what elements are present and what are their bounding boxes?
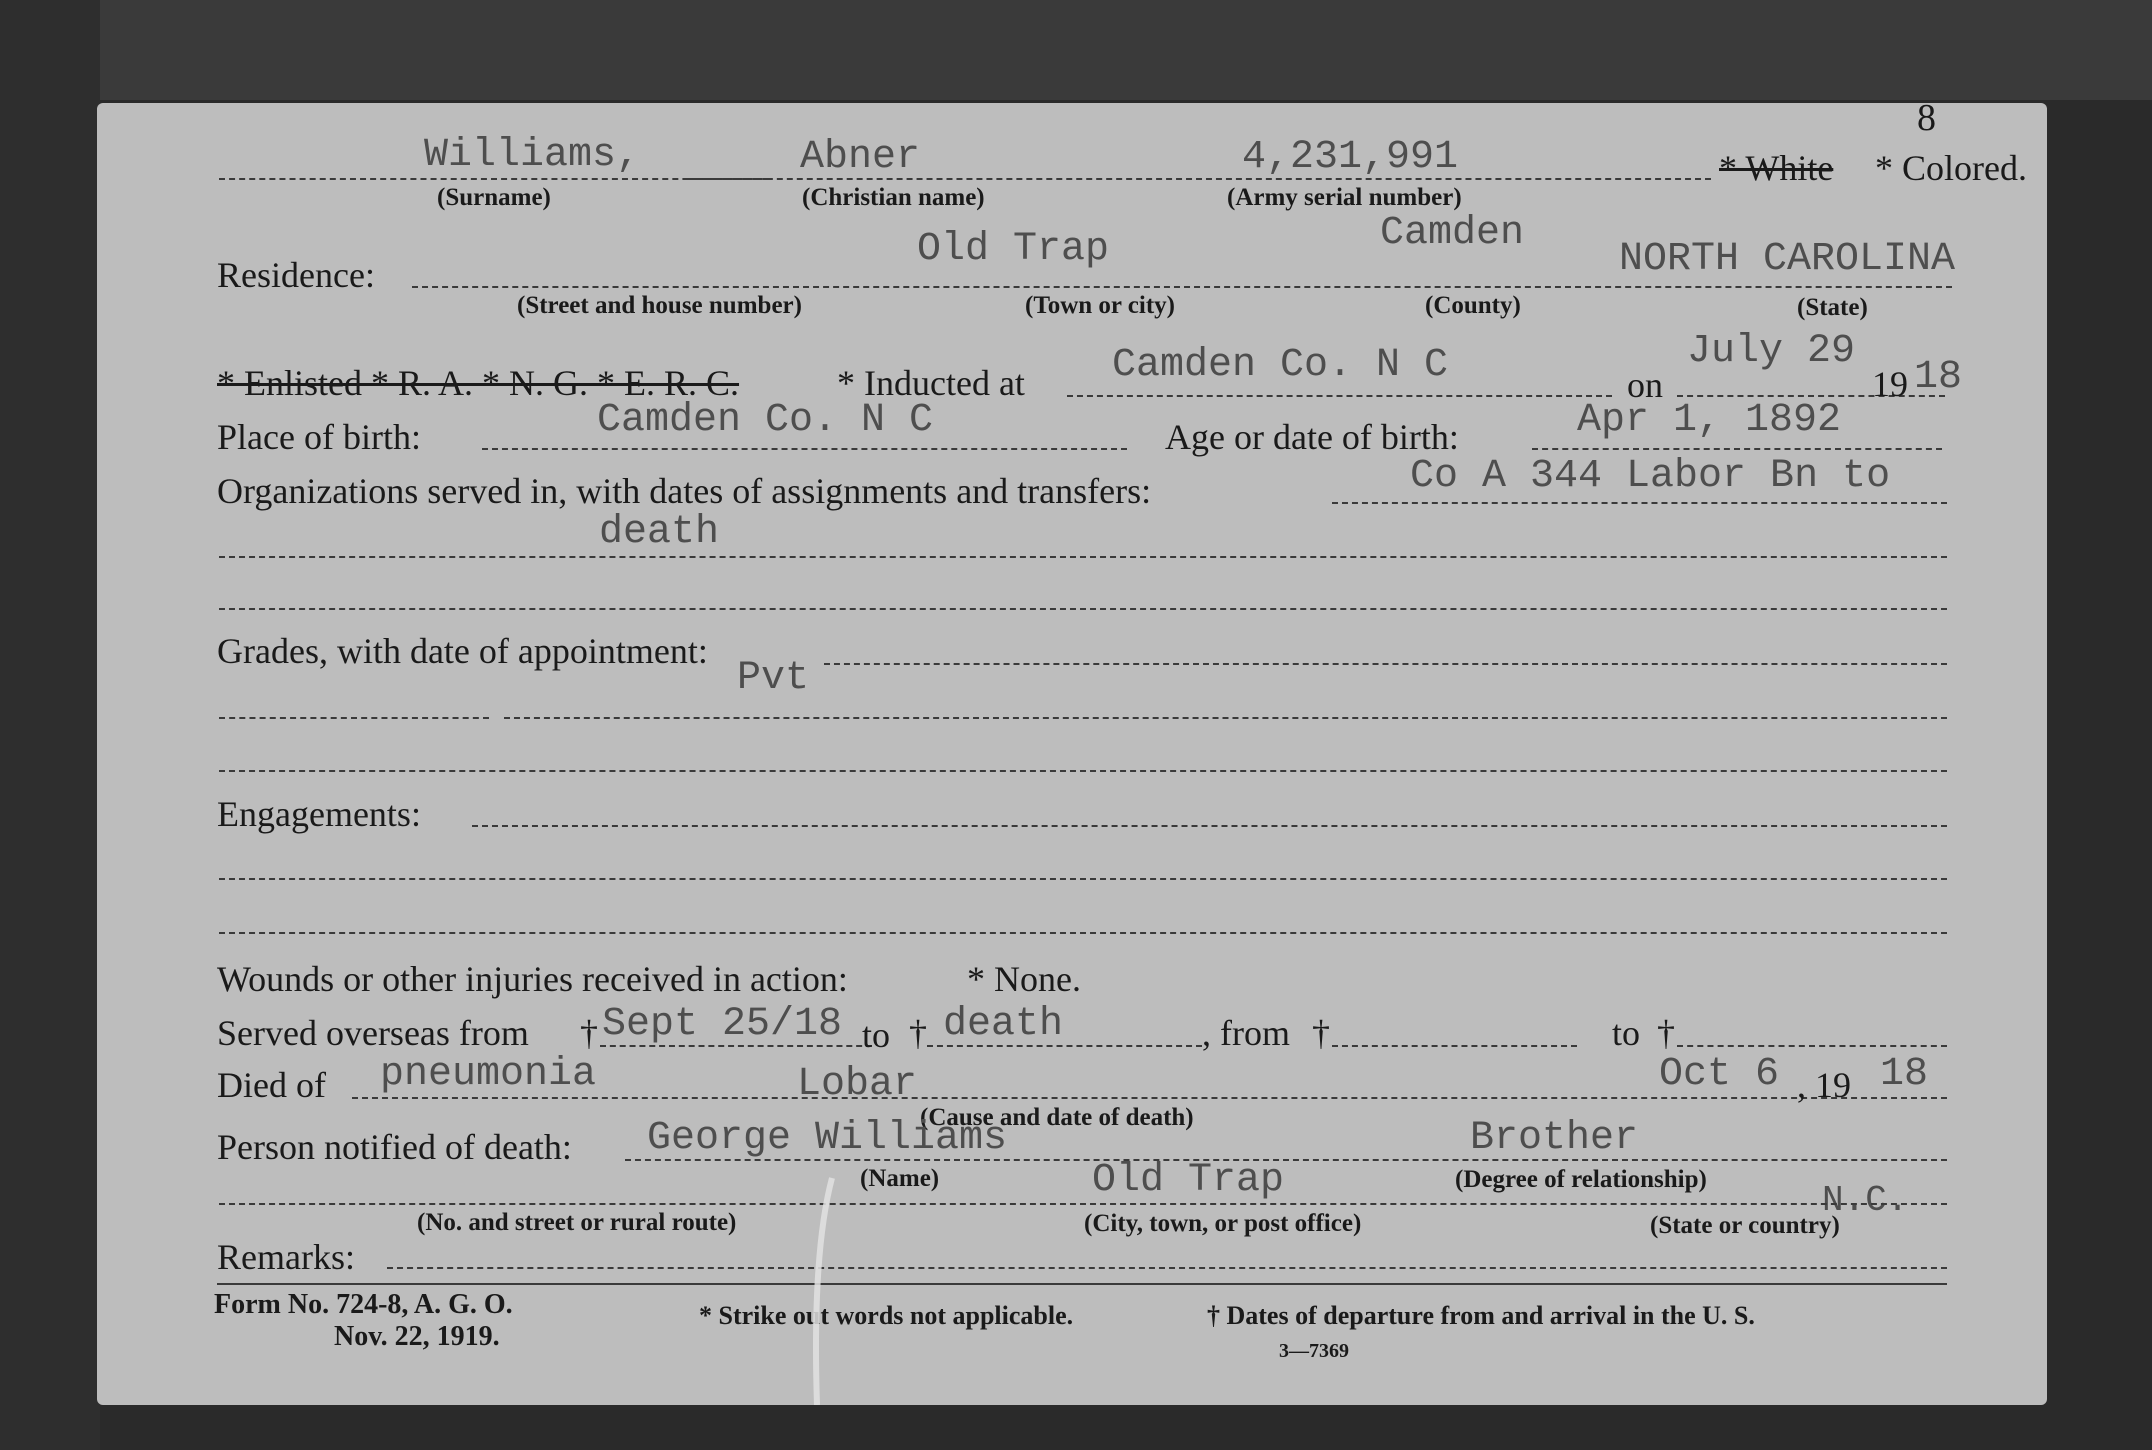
- form-number: Form No. 724-8, A. G. O.: [214, 1289, 513, 1320]
- dagger-1: †: [580, 1013, 598, 1053]
- scanner-background-left: [0, 0, 100, 1450]
- residence-state: NORTH CAROLINA: [1619, 237, 1956, 282]
- notified-city: Old Trap: [1092, 1158, 1285, 1203]
- enlisted-options-struck: * Enlisted * R. A. * N. G. * E. R. C.: [217, 363, 740, 403]
- wounds-label: Wounds or other injuries received in action:: [217, 959, 848, 999]
- residence-town: Old Trap: [917, 227, 1110, 272]
- notified-label: Person notified of death:: [217, 1127, 572, 1167]
- scanner-background-top: [0, 0, 2152, 100]
- cause-label: (Cause and date of death): [920, 1104, 1194, 1131]
- inducted-place: Camden Co. N C: [1112, 343, 1449, 388]
- grades-value: Pvt: [737, 656, 810, 701]
- name-label: (Name): [860, 1165, 940, 1192]
- to-label: to: [862, 1015, 891, 1055]
- race-white-struck: * White: [1719, 148, 1834, 188]
- on-label: on: [1627, 365, 1663, 405]
- county-label: (County): [1425, 292, 1521, 319]
- age-label: Age or date of birth:: [1165, 417, 1459, 457]
- christian-name-label: (Christian name): [802, 184, 985, 211]
- death-date: Oct 6: [1659, 1052, 1780, 1097]
- overseas-label: Served overseas from: [217, 1013, 529, 1053]
- notified-name: George Williams: [647, 1116, 1008, 1161]
- engagements-label: Engagements:: [217, 794, 421, 834]
- death-year-prefix: , 19: [1797, 1065, 1851, 1105]
- dagger-2: †: [909, 1013, 927, 1053]
- birth-place-label: Place of birth:: [217, 417, 421, 457]
- inducted-label: * Inducted at: [837, 363, 1025, 403]
- wounds-value: * None.: [967, 959, 1081, 999]
- died-label: Died of: [217, 1065, 326, 1105]
- state-label: (State): [1797, 294, 1868, 321]
- serial-number-value: 4,231,991: [1242, 135, 1459, 180]
- serial-label: (Army serial number): [1227, 184, 1462, 211]
- from-label: , from: [1202, 1013, 1290, 1053]
- residence-label: Residence:: [217, 255, 375, 295]
- town-label: (Town or city): [1025, 292, 1175, 319]
- christian-name-value: Abner: [800, 135, 921, 180]
- dagger-3: †: [1312, 1013, 1330, 1053]
- inducted-date: July 29: [1687, 329, 1856, 374]
- birth-place: Camden Co. N C: [597, 398, 934, 443]
- paper-crease: [97, 103, 2047, 1405]
- print-code: 3—7369: [1279, 1340, 1349, 1362]
- service-record-card: [97, 97, 2047, 1405]
- organizations-label: Organizations served in, with dates of assignments and transfers:: [217, 471, 1152, 511]
- notified-relation: Brother: [1470, 1116, 1639, 1161]
- relationship-label: (Degree of relationship): [1455, 1166, 1707, 1193]
- died-cause: pneumonia: [380, 1052, 597, 1097]
- birth-date: Apr 1, 1892: [1577, 398, 1842, 443]
- overseas-to: death: [943, 1002, 1064, 1047]
- organizations-value-2: death: [599, 510, 720, 555]
- to2-label: to: [1612, 1013, 1641, 1053]
- remarks-label: Remarks:: [217, 1237, 355, 1277]
- notified-state: N.C.: [1822, 1180, 1909, 1221]
- no-street-label: (No. and street or rural route): [417, 1209, 737, 1236]
- year-prefix: 19: [1872, 364, 1908, 404]
- grades-label: Grades, with date of appointment:: [217, 631, 708, 671]
- footnote-dagger: † Dates of departure from and arrival in the U. S.: [1207, 1301, 1755, 1330]
- page-number: 8: [1917, 97, 1936, 139]
- footnote-strike: * Strike out words not applicable.: [699, 1301, 1074, 1330]
- dagger-4: †: [1657, 1013, 1675, 1053]
- death-year: 18: [1880, 1052, 1929, 1097]
- city-po-label: (City, town, or post office): [1084, 1210, 1362, 1237]
- race-colored: * Colored.: [1875, 148, 2027, 188]
- form-date: Nov. 22, 1919.: [334, 1321, 500, 1352]
- state-country-label: (State or country): [1650, 1212, 1840, 1239]
- street-label: (Street and house number): [517, 292, 802, 319]
- surname-label: (Surname): [437, 184, 551, 211]
- inducted-year: 18: [1914, 355, 1963, 400]
- organizations-value: Co A 344 Labor Bn to: [1410, 454, 1891, 499]
- surname-value: Williams,: [424, 133, 641, 178]
- residence-county: Camden: [1380, 211, 1525, 256]
- overseas-from: Sept 25/18: [602, 1002, 843, 1047]
- died-cause-2: Lobar: [797, 1062, 918, 1107]
